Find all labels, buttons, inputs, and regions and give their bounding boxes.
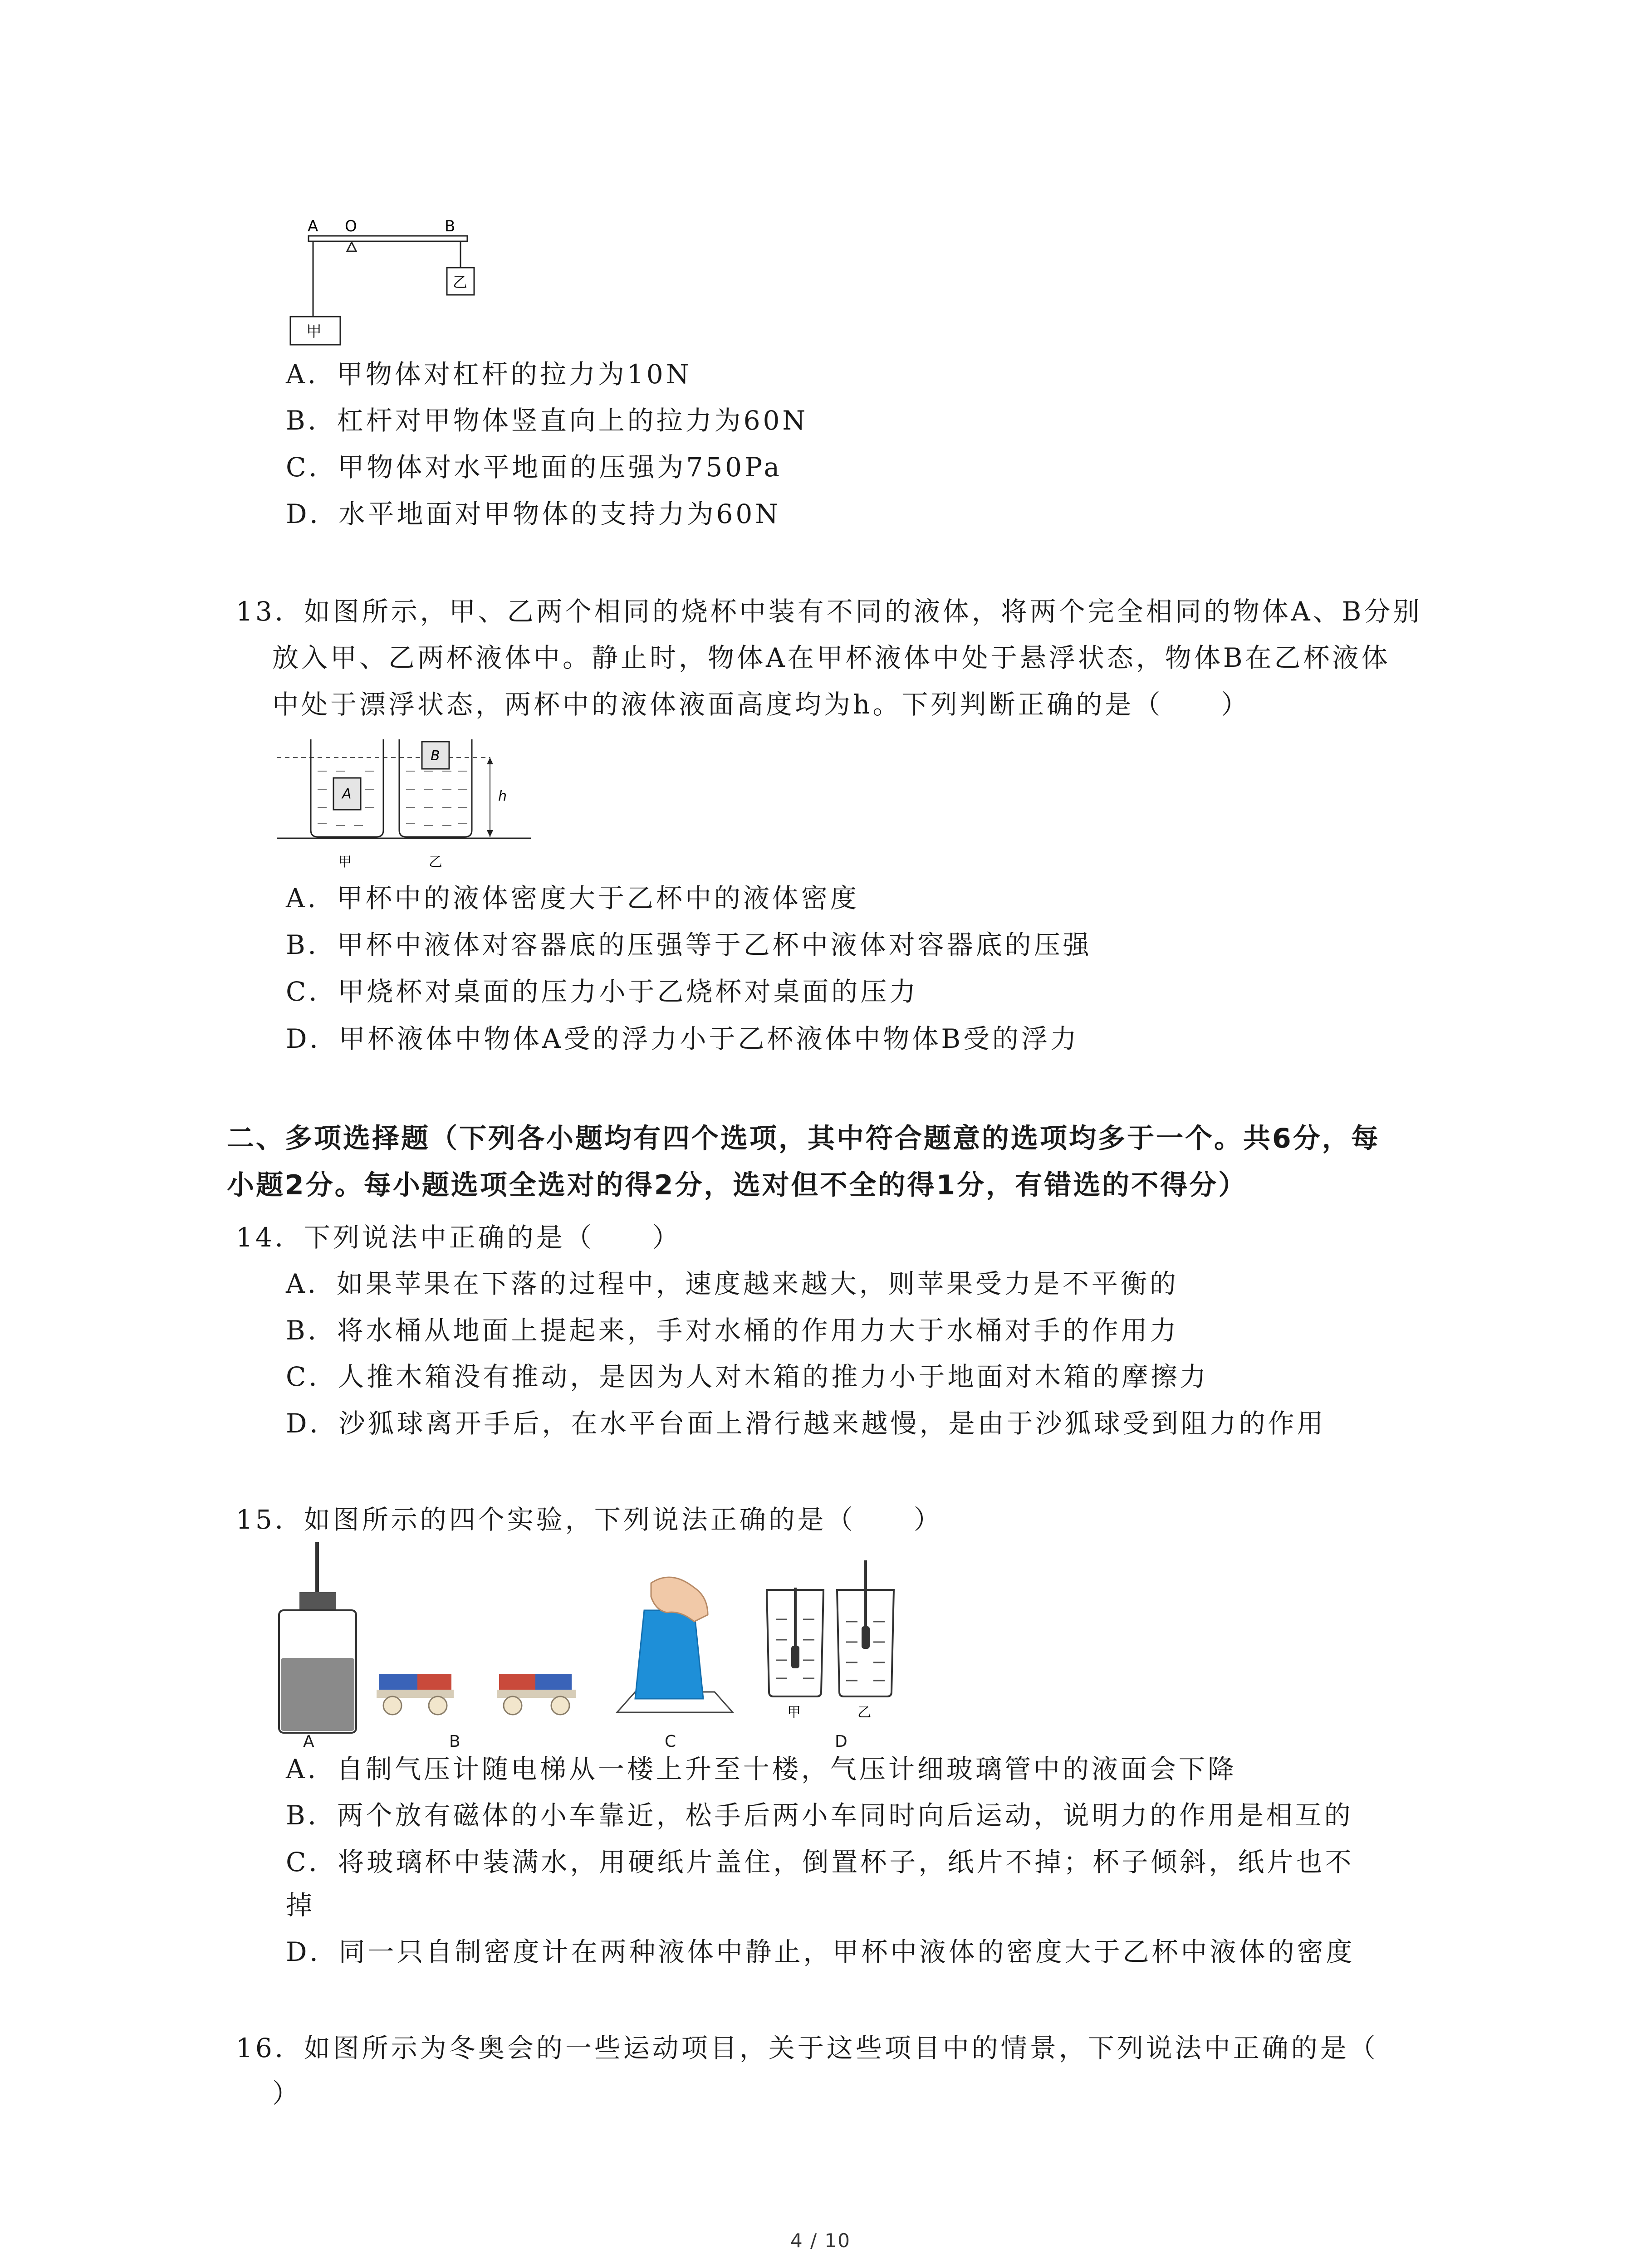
magnet-cart-left xyxy=(377,1674,454,1715)
q13-option-b: B．甲杯中液体对容器底的压强等于乙杯中液体对容器底的压强 xyxy=(286,929,1092,960)
q13-stem-line-2: 放入甲、乙两杯液体中。静止时，物体A在甲杯液体中处于悬浮状态，物体B在乙杯液体 xyxy=(272,642,1391,673)
q16-stem-line-1: 16．如图所示为冬奥会的一些运动项目，关于这些项目中的情景，下列说法中正确的是（ xyxy=(236,2033,1378,2063)
beakers-figure xyxy=(277,730,531,875)
section-2-heading-line-2: 小题2分。每小题选项全选对的得2分，选对但不全的得1分，有错选的不得分） xyxy=(227,1169,1248,1201)
lever-figure xyxy=(281,213,517,349)
densimeter-label-jia: 甲 xyxy=(787,1705,801,1721)
label-a: A xyxy=(308,217,318,235)
beaker-object-b: B xyxy=(431,748,440,764)
q14-option-b: B．将水桶从地面上提起来，手对水桶的作用力大于水桶对手的作用力 xyxy=(286,1315,1179,1346)
experiment-letter-a: A xyxy=(303,1732,317,1751)
q12-option-b: B．杠杆对甲物体竖直向上的拉力为60N xyxy=(286,405,808,436)
q13-option-d: D．甲杯液体中物体A受的浮力小于乙杯液体中物体B受的浮力 xyxy=(286,1023,1080,1054)
q14-option-a: A．如果苹果在下落的过程中，速度越来越大，则苹果受力是不平衡的 xyxy=(286,1268,1179,1299)
barometer-bottle xyxy=(279,1542,356,1733)
densimeter-beaker-yi xyxy=(837,1560,894,1696)
q14-stem: 14．下列说法中正确的是（ ） xyxy=(236,1222,681,1253)
q12-option-d: D．水平地面对甲物体的支持力为60N xyxy=(286,499,781,529)
q13-stem-line-1: 13．如图所示，甲、乙两个相同的烧杯中装有不同的液体，将两个完全相同的物体A、B分别 xyxy=(236,596,1422,627)
label-o: O xyxy=(345,217,357,235)
q15-option-d: D．同一只自制密度计在两种液体中静止，甲杯中液体的密度大于乙杯中液体的密度 xyxy=(286,1936,1355,1967)
four-experiments-figure xyxy=(272,1542,962,1737)
height-label-h: h xyxy=(498,788,507,804)
q15-option-a: A．自制气压计随电梯从一楼上升至十楼，气压计细玻璃管中的液面会下降 xyxy=(286,1754,1237,1784)
experiment-letter-b: B xyxy=(449,1732,463,1751)
q13-option-a: A．甲杯中的液体密度大于乙杯中的液体密度 xyxy=(286,883,859,914)
q12-option-a: A．甲物体对杠杆的拉力为10N xyxy=(286,359,692,390)
label-yi: 乙 xyxy=(453,274,468,291)
q13-option-c: C．甲烧杯对桌面的压力小于乙烧杯对桌面的压力 xyxy=(286,976,919,1007)
q14-option-c: C．人推木箱没有推动，是因为人对木箱的推力小于地面对木箱的摩擦力 xyxy=(286,1361,1209,1392)
beaker-object-a: A xyxy=(342,786,352,802)
q12-option-c: C．甲物体对水平地面的压强为750Pa xyxy=(286,452,783,483)
densimeter-beaker-jia xyxy=(767,1588,823,1696)
page-number: 4 / 10 xyxy=(790,2229,851,2252)
q15-option-c: C．将玻璃杯中装满水，用硬纸片盖住，倒置杯子，纸片不掉；杯子倾斜，纸片也不 xyxy=(286,1847,1354,1877)
densimeter-label-yi: 乙 xyxy=(857,1705,871,1721)
q15-option-b: B．两个放有磁体的小车靠近，松手后两小车同时向后运动，说明力的作用是相互的 xyxy=(286,1800,1353,1831)
inverted-cup xyxy=(617,1577,733,1712)
q14-option-d: D．沙狐球离开手后，在水平台面上滑行越来越慢，是由于沙狐球受到阻力的作用 xyxy=(286,1408,1326,1439)
label-jia: 甲 xyxy=(306,323,322,341)
experiment-letter-c: C xyxy=(665,1732,679,1751)
magnet-cart-right xyxy=(497,1674,576,1715)
q15-stem: 15．如图所示的四个实验，下列说法正确的是（ ） xyxy=(236,1504,943,1535)
label-b: B xyxy=(445,217,456,235)
beaker-label-jia: 甲 xyxy=(338,854,352,870)
experiment-letter-d: D xyxy=(835,1732,850,1751)
q13-stem-line-3: 中处于漂浮状态，两杯中的液体液面高度均为h。下列判断正确的是（ ） xyxy=(272,689,1250,720)
beaker-label-yi: 乙 xyxy=(429,854,442,870)
q16-stem-line-2: ） xyxy=(272,2078,302,2109)
section-2-heading-line-1: 二、多项选择题（下列各小题均有四个选项，其中符合题意的选项均多于一个。共6分，每 xyxy=(227,1123,1380,1154)
q15-option-c-continued: 掉 xyxy=(286,1890,315,1921)
